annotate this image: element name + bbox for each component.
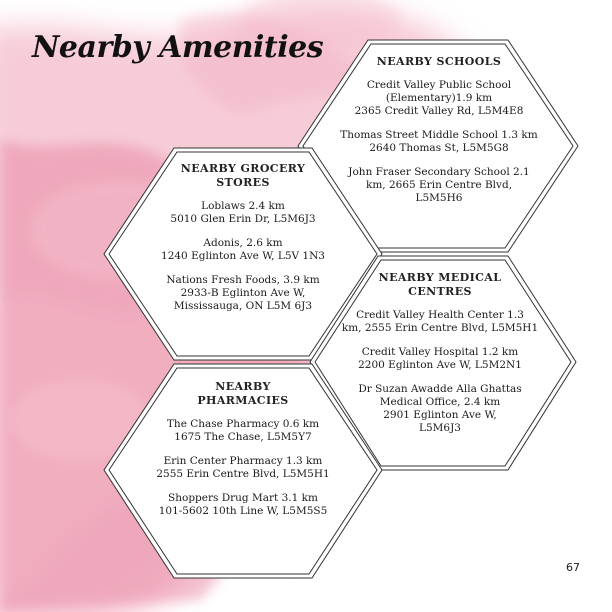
medical-panel — [333, 271, 547, 446]
school-entry: Thomas Street Middle School 1.3 km 2640 Thomas St, L5M5G8 — [340, 129, 538, 154]
medical-entry: Credit Valley Health Center 1.3 km, 2555 Erin Centre Blvd, L5M5H1 — [341, 309, 539, 334]
grocery-panel — [138, 162, 348, 324]
medical-entry: Dr Suzan Awadde Alla Ghattas Medical Office, 2.4 km 2901 Eglinton Ave W, L5M6J3 — [358, 383, 522, 434]
schools-panel — [333, 55, 545, 216]
school-entry: Credit Valley Public School (Elementary)1.9 km 2365 Credit Valley Rd, L5M4E8 — [354, 79, 524, 117]
grocery-entry: Adonis, 2.6 km 1240 Eglinton Ave W, L5V 1N3 — [161, 237, 325, 262]
grocery-entry: Nations Fresh Foods, 3.9 km 2933-B Eglinton Ave W, Mississauga, ON L5M 6J3 — [166, 274, 320, 312]
school-entry: John Fraser Secondary School 2.1 km, 2665 Erin Centre Blvd, L5M5H6 — [348, 166, 530, 204]
grocery-heading: NEARBY GROCERY STORES — [180, 162, 306, 189]
medical-heading: NEARBY MEDICAL CENTRES — [378, 271, 502, 298]
page-number: 67 — [566, 561, 580, 574]
pharmacies-heading: NEARBY PHARMACIES — [197, 380, 289, 407]
page-title: Nearby Amenities — [32, 30, 324, 65]
pharmacy-entry: Erin Center Pharmacy 1.3 km 2555 Erin Centre Blvd, L5M5H1 — [156, 455, 330, 480]
pharmacy-entry: Shoppers Drug Mart 3.1 km 101-5602 10th Line W, L5M5S5 — [158, 492, 328, 517]
pharmacy-entry: The Chase Pharmacy 0.6 km 1675 The Chase, L5M5Y7 — [166, 418, 320, 443]
grocery-entry: Loblaws 2.4 km 5010 Glen Erin Dr, L5M6J3 — [170, 200, 316, 225]
medical-entry: Credit Valley Hospital 1.2 km 2200 Eglinton Ave W, L5M2N1 — [358, 346, 522, 371]
schools-heading: NEARBY SCHOOLS — [376, 55, 502, 68]
pharmacies-panel — [138, 380, 348, 529]
